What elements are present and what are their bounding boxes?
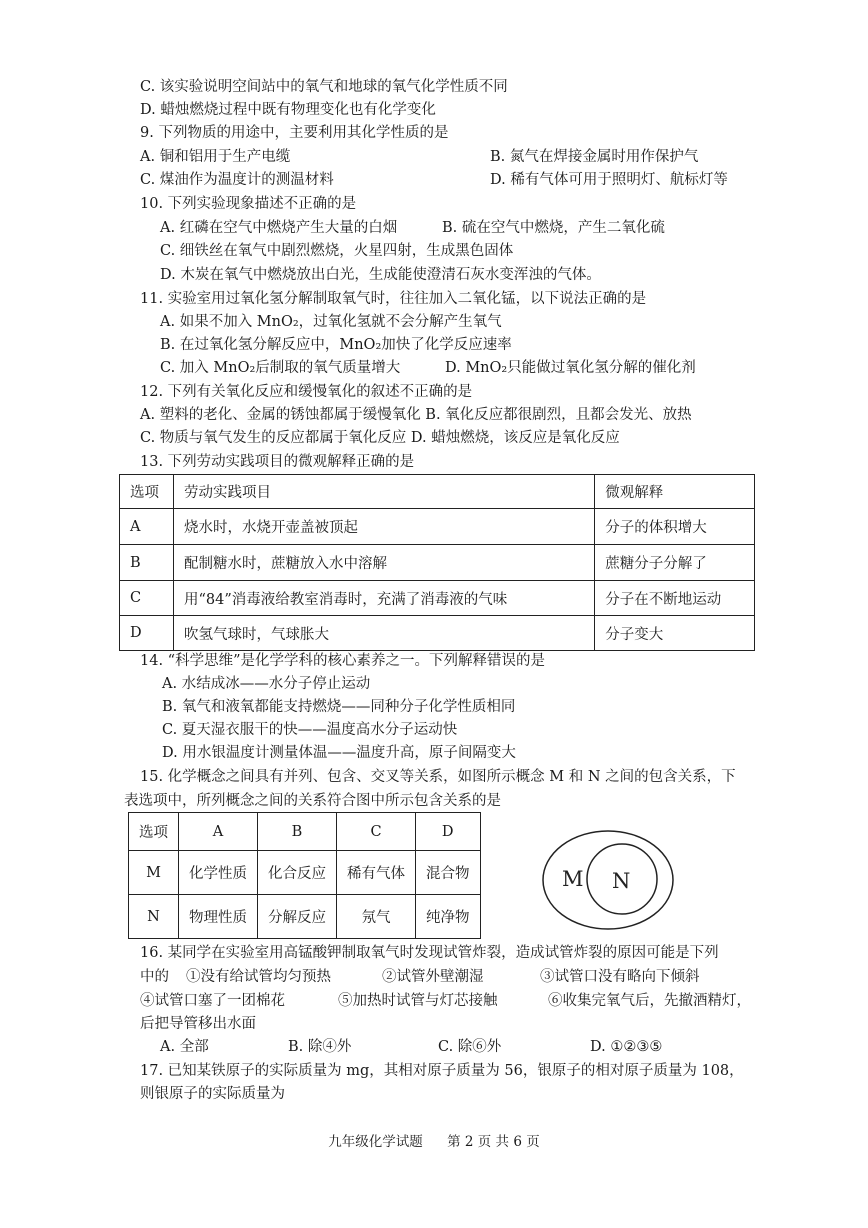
- venn-label-m: M: [562, 867, 584, 891]
- q9-option-b: B. 氮气在焊接金属时用作保护气: [490, 149, 699, 165]
- q16-reason-6-cont: 后把导管移出水面: [140, 1016, 256, 1032]
- table-header-cell: 选项: [120, 475, 174, 509]
- q10-option-d: D. 木炭在氧气中燃烧放出白光，生成能使澄清石灰水变浑浊的气体。: [160, 267, 601, 283]
- table-cell: 稀有气体: [337, 851, 416, 895]
- table-cell: D: [120, 616, 174, 651]
- table-row: [120, 509, 755, 545]
- page-footer: [0, 1130, 868, 1150]
- q16-reason-5: ⑤加热时试管与灯芯接触: [338, 993, 498, 1009]
- table-cell: 蔗糖分子分解了: [595, 545, 755, 581]
- q10-stem: 10. 下列实验现象描述不正确的是: [140, 196, 357, 212]
- q9-option-a: A. 铜和铝用于生产电缆: [140, 149, 291, 165]
- table-header-row: [129, 813, 481, 851]
- q16-stem-line2: 中的: [140, 969, 169, 985]
- q14-option-d: D. 用水银温度计测量体温——温度升高，原子间隔变大: [162, 745, 516, 761]
- q11-stem: 11. 实验室用过氧化氢分解制取氧气时，往往加入二氧化锰，以下说法正确的是: [140, 291, 647, 307]
- q11-option-a: A. 如果不加入 MnO₂，过氧化氢就不会分解产生氧气: [160, 314, 502, 330]
- q16-option-a: A. 全部: [160, 1039, 209, 1055]
- table-cell: 纯净物: [416, 895, 481, 939]
- table-cell: 分子的体积增大: [595, 509, 755, 545]
- table-cell: 用“84”消毒液给教室消毒时，充满了消毒液的气味: [173, 581, 594, 616]
- q16-reason-1: ①没有给试管均匀预热: [186, 969, 331, 985]
- footer-page-number: 第 2 页 共 6 页: [447, 1134, 540, 1150]
- footer-subject: 九年级化学试题: [328, 1134, 423, 1150]
- q8-option-d: D. 蜡烛燃烧过程中既有物理变化也有化学变化: [140, 102, 436, 118]
- q12-stem: 12. 下列有关氧化反应和缓慢氧化的叙述不正确的是: [140, 384, 473, 400]
- table-cell: 化合反应: [258, 851, 337, 895]
- q12-options-cd: C. 物质与氧气发生的反应都属于氧化反应 D. 蜡烛燃烧，该反应是氧化反应: [140, 430, 620, 446]
- q16-stem-line1: 16. 某同学在实验室用高锰酸钾制取氧气时发现试管炸裂，造成试管炸裂的原因可能是下列: [140, 945, 719, 961]
- q8-option-c: C. 该实验说明空间站中的氧气和地球的氧气化学性质不同: [140, 79, 508, 95]
- q16-option-c: C. 除⑥外: [438, 1039, 502, 1055]
- table-cell: 配制糖水时，蔗糖放入水中溶解: [173, 545, 594, 581]
- table-row: [120, 616, 755, 651]
- q9-stem: 9. 下列物质的用途中，主要利用其化学性质的是: [140, 125, 449, 141]
- q16-option-d: D. ①②③⑤: [590, 1039, 663, 1055]
- venn-diagram: [540, 828, 676, 932]
- q11-option-c: C. 加入 MnO₂后制取的氧气质量增大: [160, 360, 401, 376]
- q9-option-c: C. 煤油作为温度计的测温材料: [140, 172, 334, 188]
- table-cell: 吹氢气球时，气球胀大: [173, 616, 594, 651]
- table-cell: 混合物: [416, 851, 481, 895]
- table-cell: 分解反应: [258, 895, 337, 939]
- q16-reason-2: ②试管外壁潮湿: [382, 969, 484, 985]
- table-header-cell: A: [179, 813, 258, 851]
- table-header-row: [120, 475, 755, 509]
- q10-option-a: A. 红磷在空气中燃烧产生大量的白烟: [160, 220, 398, 236]
- table-cell: 分子在不断地运动: [595, 581, 755, 616]
- q11-option-b: B. 在过氧化氢分解反应中，MnO₂加快了化学反应速率: [160, 337, 512, 353]
- q10-option-b: B. 硫在空气中燃烧，产生二氧化硫: [442, 220, 665, 236]
- q14-option-a: A. 水结成冰——水分子停止运动: [162, 676, 371, 692]
- q14-option-b: B. 氧气和液氧都能支持燃烧——同种分子化学性质相同: [162, 699, 516, 715]
- q17-stem-line2: 则银原子的实际质量为: [140, 1086, 285, 1102]
- table-header-cell: 劳动实践项目: [173, 475, 594, 509]
- table-cell: 烧水时，水烧开壶盖被顶起: [173, 509, 594, 545]
- q15-stem-line1: 15. 化学概念之间具有并列、包含、交叉等关系，如图所示概念 M 和 N 之间的包含关系，下: [140, 769, 736, 785]
- q16-reason-6: ⑥收集完氧气后，先撤酒精灯，: [548, 993, 751, 1009]
- q14-option-c: C. 夏天湿衣服干的快——温度高水分子运动快: [162, 722, 458, 738]
- q11-option-d: D. MnO₂只能做过氧化氢分解的催化剂: [445, 360, 696, 376]
- q12-options-ab: A. 塑料的老化、金属的锈蚀都属于缓慢氧化 B. 氧化反应都很剧烈，且都会发光、放热: [140, 407, 692, 423]
- table-cell: 分子变大: [595, 616, 755, 651]
- q16-reason-4: ④试管口塞了一团棉花: [140, 993, 285, 1009]
- table-header-cell: 选项: [129, 813, 179, 851]
- table-cell: C: [120, 581, 174, 616]
- q16-option-b: B. 除④外: [288, 1039, 352, 1055]
- table-cell: A: [120, 509, 174, 545]
- table-cell: 化学性质: [179, 851, 258, 895]
- q10-option-c: C. 细铁丝在氧气中剧烈燃烧，火星四射，生成黑色固体: [160, 243, 514, 259]
- table-cell: M: [129, 851, 179, 895]
- table-cell: 氖气: [337, 895, 416, 939]
- table-row: [120, 545, 755, 581]
- q13-table: [119, 474, 755, 651]
- q9-option-d: D. 稀有气体可用于照明灯、航标灯等: [490, 172, 728, 188]
- q13-stem: 13. 下列劳动实践项目的微观解释正确的是: [140, 454, 415, 470]
- q15-stem-line2: 表选项中，所列概念之间的关系符合图中所示包含关系的是: [124, 793, 501, 809]
- table-header-cell: 微观解释: [595, 475, 755, 509]
- q16-reason-3: ③试管口没有略向下倾斜: [540, 969, 700, 985]
- q17-stem-line1: 17. 已知某铁原子的实际质量为 mg，其相对原子质量为 56，银原子的相对原子质量为 108，: [140, 1063, 744, 1079]
- q14-stem: 14. “科学思维”是化学学科的核心素养之一。下列解释错误的是: [140, 653, 545, 669]
- table-header-cell: D: [416, 813, 481, 851]
- table-row: [129, 851, 481, 895]
- table-cell: 物理性质: [179, 895, 258, 939]
- table-cell: N: [129, 895, 179, 939]
- table-row: [129, 895, 481, 939]
- q15-table: [128, 812, 481, 939]
- table-cell: B: [120, 545, 174, 581]
- venn-label-n: N: [612, 869, 631, 893]
- table-header-cell: C: [337, 813, 416, 851]
- table-row: [120, 581, 755, 616]
- table-header-cell: B: [258, 813, 337, 851]
